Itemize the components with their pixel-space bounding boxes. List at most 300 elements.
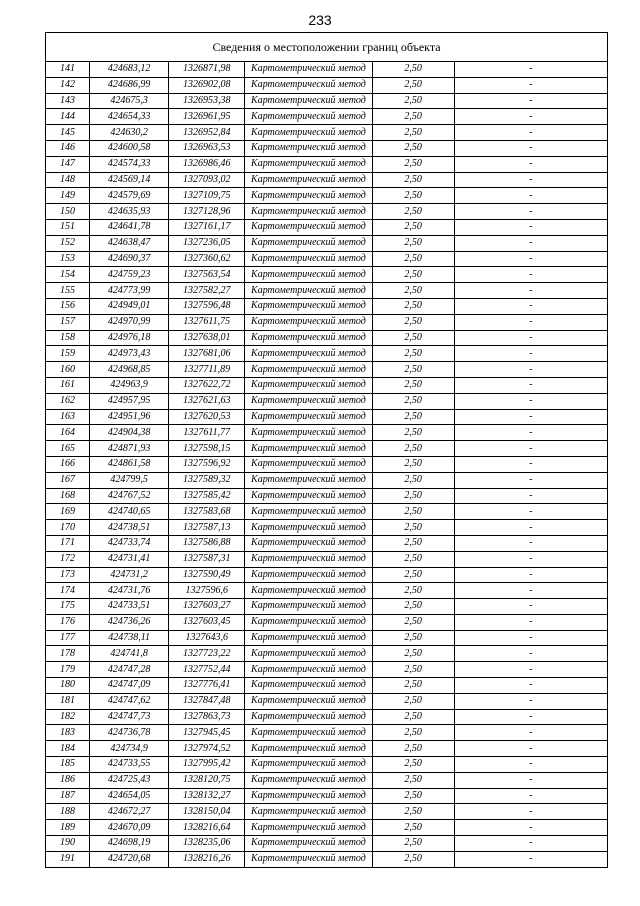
table-row bbox=[46, 662, 608, 678]
y-coordinate-cell: 1327711,89 bbox=[169, 362, 245, 378]
description-cell: - bbox=[454, 441, 607, 457]
accuracy-cell: 2,50 bbox=[372, 678, 454, 694]
accuracy-cell: 2,50 bbox=[372, 330, 454, 346]
point-number-cell: 190 bbox=[46, 836, 90, 852]
point-number-cell: 153 bbox=[46, 251, 90, 267]
table-row bbox=[46, 456, 608, 472]
accuracy-cell: 2,50 bbox=[372, 772, 454, 788]
accuracy-cell: 2,50 bbox=[372, 204, 454, 220]
table-row bbox=[46, 330, 608, 346]
x-coordinate-cell: 424970,99 bbox=[90, 314, 169, 330]
x-coordinate-cell: 424951,96 bbox=[90, 409, 169, 425]
y-coordinate-cell: 1327598,15 bbox=[169, 441, 245, 457]
table-row bbox=[46, 504, 608, 520]
point-number-cell: 191 bbox=[46, 851, 90, 867]
method-cell: Картометрический метод bbox=[245, 520, 372, 536]
x-coordinate-cell: 424731,76 bbox=[90, 583, 169, 599]
table-row bbox=[46, 535, 608, 551]
x-coordinate-cell: 424690,37 bbox=[90, 251, 169, 267]
y-coordinate-cell: 1327563,54 bbox=[169, 267, 245, 283]
description-cell: - bbox=[454, 472, 607, 488]
description-cell: - bbox=[454, 788, 607, 804]
accuracy-cell: 2,50 bbox=[372, 377, 454, 393]
description-cell: - bbox=[454, 156, 607, 172]
point-number-cell: 149 bbox=[46, 188, 90, 204]
x-coordinate-cell: 424973,43 bbox=[90, 346, 169, 362]
method-cell: Картометрический метод bbox=[245, 298, 372, 314]
point-number-cell: 183 bbox=[46, 725, 90, 741]
x-coordinate-cell: 424767,52 bbox=[90, 488, 169, 504]
x-coordinate-cell: 424654,05 bbox=[90, 788, 169, 804]
method-cell: Картометрический метод bbox=[245, 377, 372, 393]
table-row bbox=[46, 836, 608, 852]
x-coordinate-cell: 424736,26 bbox=[90, 614, 169, 630]
method-cell: Картометрический метод bbox=[245, 156, 372, 172]
method-cell: Картометрический метод bbox=[245, 836, 372, 852]
table-row bbox=[46, 709, 608, 725]
method-cell: Картометрический метод bbox=[245, 709, 372, 725]
method-cell: Картометрический метод bbox=[245, 283, 372, 299]
description-cell: - bbox=[454, 267, 607, 283]
accuracy-cell: 2,50 bbox=[372, 456, 454, 472]
accuracy-cell: 2,50 bbox=[372, 393, 454, 409]
method-cell: Картометрический метод bbox=[245, 140, 372, 156]
accuracy-cell: 2,50 bbox=[372, 156, 454, 172]
table-row bbox=[46, 757, 608, 773]
method-cell: Картометрический метод bbox=[245, 567, 372, 583]
method-cell: Картометрический метод bbox=[245, 678, 372, 694]
y-coordinate-cell: 1327587,13 bbox=[169, 520, 245, 536]
method-cell: Картометрический метод bbox=[245, 851, 372, 867]
description-cell: - bbox=[454, 330, 607, 346]
accuracy-cell: 2,50 bbox=[372, 693, 454, 709]
x-coordinate-cell: 424963,9 bbox=[90, 377, 169, 393]
x-coordinate-cell: 424957,95 bbox=[90, 393, 169, 409]
x-coordinate-cell: 424654,33 bbox=[90, 109, 169, 125]
point-number-cell: 178 bbox=[46, 646, 90, 662]
description-cell: - bbox=[454, 504, 607, 520]
description-cell: - bbox=[454, 140, 607, 156]
description-cell: - bbox=[454, 125, 607, 141]
accuracy-cell: 2,50 bbox=[372, 520, 454, 536]
table-row bbox=[46, 93, 608, 109]
accuracy-cell: 2,50 bbox=[372, 725, 454, 741]
x-coordinate-cell: 424759,23 bbox=[90, 267, 169, 283]
description-cell: - bbox=[454, 409, 607, 425]
description-cell: - bbox=[454, 725, 607, 741]
y-coordinate-cell: 1327622,72 bbox=[169, 377, 245, 393]
description-cell: - bbox=[454, 709, 607, 725]
description-cell: - bbox=[454, 62, 607, 78]
y-coordinate-cell: 1328150,04 bbox=[169, 804, 245, 820]
accuracy-cell: 2,50 bbox=[372, 362, 454, 378]
y-coordinate-cell: 1326986,46 bbox=[169, 156, 245, 172]
description-cell: - bbox=[454, 456, 607, 472]
point-number-cell: 152 bbox=[46, 235, 90, 251]
accuracy-cell: 2,50 bbox=[372, 188, 454, 204]
table-row bbox=[46, 314, 608, 330]
accuracy-cell: 2,50 bbox=[372, 172, 454, 188]
accuracy-cell: 2,50 bbox=[372, 804, 454, 820]
y-coordinate-cell: 1327723,22 bbox=[169, 646, 245, 662]
point-number-cell: 148 bbox=[46, 172, 90, 188]
accuracy-cell: 2,50 bbox=[372, 788, 454, 804]
description-cell: - bbox=[454, 346, 607, 362]
table-body bbox=[46, 33, 608, 868]
accuracy-cell: 2,50 bbox=[372, 441, 454, 457]
boundary-table bbox=[45, 32, 608, 868]
accuracy-cell: 2,50 bbox=[372, 62, 454, 78]
table-row bbox=[46, 125, 608, 141]
table-row bbox=[46, 630, 608, 646]
x-coordinate-cell: 424569,14 bbox=[90, 172, 169, 188]
y-coordinate-cell: 1327596,6 bbox=[169, 583, 245, 599]
description-cell: - bbox=[454, 851, 607, 867]
method-cell: Картометрический метод bbox=[245, 725, 372, 741]
method-cell: Картометрический метод bbox=[245, 551, 372, 567]
y-coordinate-cell: 1327945,45 bbox=[169, 725, 245, 741]
accuracy-cell: 2,50 bbox=[372, 836, 454, 852]
method-cell: Картометрический метод bbox=[245, 757, 372, 773]
method-cell: Картометрический метод bbox=[245, 630, 372, 646]
point-number-cell: 177 bbox=[46, 630, 90, 646]
description-cell: - bbox=[454, 583, 607, 599]
y-coordinate-cell: 1327128,96 bbox=[169, 204, 245, 220]
description-cell: - bbox=[454, 551, 607, 567]
x-coordinate-cell: 424630,2 bbox=[90, 125, 169, 141]
x-coordinate-cell: 424733,55 bbox=[90, 757, 169, 773]
method-cell: Картометрический метод bbox=[245, 741, 372, 757]
table-row bbox=[46, 583, 608, 599]
table-row bbox=[46, 188, 608, 204]
description-cell: - bbox=[454, 678, 607, 694]
point-number-cell: 173 bbox=[46, 567, 90, 583]
y-coordinate-cell: 1327360,62 bbox=[169, 251, 245, 267]
accuracy-cell: 2,50 bbox=[372, 425, 454, 441]
description-cell: - bbox=[454, 488, 607, 504]
table-row bbox=[46, 788, 608, 804]
point-number-cell: 157 bbox=[46, 314, 90, 330]
method-cell: Картометрический метод bbox=[245, 535, 372, 551]
x-coordinate-cell: 424949,01 bbox=[90, 298, 169, 314]
point-number-cell: 165 bbox=[46, 441, 90, 457]
point-number-cell: 186 bbox=[46, 772, 90, 788]
point-number-cell: 146 bbox=[46, 140, 90, 156]
table-row bbox=[46, 741, 608, 757]
method-cell: Картометрический метод bbox=[245, 646, 372, 662]
x-coordinate-cell: 424733,74 bbox=[90, 535, 169, 551]
point-number-cell: 163 bbox=[46, 409, 90, 425]
accuracy-cell: 2,50 bbox=[372, 219, 454, 235]
accuracy-cell: 2,50 bbox=[372, 820, 454, 836]
method-cell: Картометрический метод bbox=[245, 409, 372, 425]
table-row bbox=[46, 441, 608, 457]
point-number-cell: 142 bbox=[46, 77, 90, 93]
y-coordinate-cell: 1328216,64 bbox=[169, 820, 245, 836]
method-cell: Картометрический метод bbox=[245, 504, 372, 520]
x-coordinate-cell: 424773,99 bbox=[90, 283, 169, 299]
x-coordinate-cell: 424733,51 bbox=[90, 599, 169, 615]
method-cell: Картометрический метод bbox=[245, 219, 372, 235]
description-cell: - bbox=[454, 251, 607, 267]
method-cell: Картометрический метод bbox=[245, 599, 372, 615]
method-cell: Картометрический метод bbox=[245, 330, 372, 346]
page-number: 233 bbox=[308, 12, 332, 28]
x-coordinate-cell: 424747,28 bbox=[90, 662, 169, 678]
table-row bbox=[46, 614, 608, 630]
point-number-cell: 145 bbox=[46, 125, 90, 141]
x-coordinate-cell: 424731,2 bbox=[90, 567, 169, 583]
point-number-cell: 150 bbox=[46, 204, 90, 220]
accuracy-cell: 2,50 bbox=[372, 741, 454, 757]
y-coordinate-cell: 1327681,06 bbox=[169, 346, 245, 362]
accuracy-cell: 2,50 bbox=[372, 646, 454, 662]
y-coordinate-cell: 1326952,84 bbox=[169, 125, 245, 141]
point-number-cell: 155 bbox=[46, 283, 90, 299]
accuracy-cell: 2,50 bbox=[372, 140, 454, 156]
point-number-cell: 161 bbox=[46, 377, 90, 393]
point-number-cell: 172 bbox=[46, 551, 90, 567]
x-coordinate-cell: 424672,27 bbox=[90, 804, 169, 820]
x-coordinate-cell: 424799,5 bbox=[90, 472, 169, 488]
table-row bbox=[46, 377, 608, 393]
description-cell: - bbox=[454, 93, 607, 109]
point-number-cell: 189 bbox=[46, 820, 90, 836]
x-coordinate-cell: 424720,68 bbox=[90, 851, 169, 867]
description-cell: - bbox=[454, 836, 607, 852]
method-cell: Картометрический метод bbox=[245, 441, 372, 457]
table-row bbox=[46, 140, 608, 156]
y-coordinate-cell: 1326953,38 bbox=[169, 93, 245, 109]
table-row bbox=[46, 567, 608, 583]
table-row bbox=[46, 520, 608, 536]
table-row bbox=[46, 393, 608, 409]
y-coordinate-cell: 1327611,77 bbox=[169, 425, 245, 441]
description-cell: - bbox=[454, 741, 607, 757]
y-coordinate-cell: 1327596,92 bbox=[169, 456, 245, 472]
point-number-cell: 180 bbox=[46, 678, 90, 694]
accuracy-cell: 2,50 bbox=[372, 851, 454, 867]
table-row bbox=[46, 851, 608, 867]
accuracy-cell: 2,50 bbox=[372, 567, 454, 583]
accuracy-cell: 2,50 bbox=[372, 93, 454, 109]
x-coordinate-cell: 424738,11 bbox=[90, 630, 169, 646]
table-row bbox=[46, 725, 608, 741]
description-cell: - bbox=[454, 425, 607, 441]
x-coordinate-cell: 424731,41 bbox=[90, 551, 169, 567]
point-number-cell: 160 bbox=[46, 362, 90, 378]
description-cell: - bbox=[454, 172, 607, 188]
y-coordinate-cell: 1327603,27 bbox=[169, 599, 245, 615]
point-number-cell: 187 bbox=[46, 788, 90, 804]
description-cell: - bbox=[454, 757, 607, 773]
y-coordinate-cell: 1327620,53 bbox=[169, 409, 245, 425]
description-cell: - bbox=[454, 772, 607, 788]
x-coordinate-cell: 424686,99 bbox=[90, 77, 169, 93]
y-coordinate-cell: 1327590,49 bbox=[169, 567, 245, 583]
y-coordinate-cell: 1327847,48 bbox=[169, 693, 245, 709]
description-cell: - bbox=[454, 646, 607, 662]
method-cell: Картометрический метод bbox=[245, 425, 372, 441]
method-cell: Картометрический метод bbox=[245, 393, 372, 409]
method-cell: Картометрический метод bbox=[245, 820, 372, 836]
y-coordinate-cell: 1327995,42 bbox=[169, 757, 245, 773]
accuracy-cell: 2,50 bbox=[372, 488, 454, 504]
accuracy-cell: 2,50 bbox=[372, 251, 454, 267]
description-cell: - bbox=[454, 283, 607, 299]
accuracy-cell: 2,50 bbox=[372, 346, 454, 362]
description-cell: - bbox=[454, 567, 607, 583]
y-coordinate-cell: 1327974,52 bbox=[169, 741, 245, 757]
description-cell: - bbox=[454, 77, 607, 93]
accuracy-cell: 2,50 bbox=[372, 535, 454, 551]
x-coordinate-cell: 424747,09 bbox=[90, 678, 169, 694]
y-coordinate-cell: 1327589,32 bbox=[169, 472, 245, 488]
y-coordinate-cell: 1327752,44 bbox=[169, 662, 245, 678]
accuracy-cell: 2,50 bbox=[372, 283, 454, 299]
point-number-cell: 143 bbox=[46, 93, 90, 109]
accuracy-cell: 2,50 bbox=[372, 109, 454, 125]
point-number-cell: 181 bbox=[46, 693, 90, 709]
y-coordinate-cell: 1327093,02 bbox=[169, 172, 245, 188]
y-coordinate-cell: 1328120,75 bbox=[169, 772, 245, 788]
table-row bbox=[46, 298, 608, 314]
y-coordinate-cell: 1327161,17 bbox=[169, 219, 245, 235]
description-cell: - bbox=[454, 535, 607, 551]
point-number-cell: 185 bbox=[46, 757, 90, 773]
point-number-cell: 167 bbox=[46, 472, 90, 488]
method-cell: Картометрический метод bbox=[245, 77, 372, 93]
accuracy-cell: 2,50 bbox=[372, 662, 454, 678]
method-cell: Картометрический метод bbox=[245, 251, 372, 267]
y-coordinate-cell: 1327863,73 bbox=[169, 709, 245, 725]
description-cell: - bbox=[454, 109, 607, 125]
point-number-cell: 164 bbox=[46, 425, 90, 441]
table-row bbox=[46, 235, 608, 251]
accuracy-cell: 2,50 bbox=[372, 267, 454, 283]
description-cell: - bbox=[454, 630, 607, 646]
method-cell: Картометрический метод bbox=[245, 267, 372, 283]
table-row bbox=[46, 599, 608, 615]
point-number-cell: 154 bbox=[46, 267, 90, 283]
x-coordinate-cell: 424579,69 bbox=[90, 188, 169, 204]
y-coordinate-cell: 1327596,48 bbox=[169, 298, 245, 314]
y-coordinate-cell: 1327586,88 bbox=[169, 535, 245, 551]
point-number-cell: 176 bbox=[46, 614, 90, 630]
method-cell: Картометрический метод bbox=[245, 204, 372, 220]
y-coordinate-cell: 1327611,75 bbox=[169, 314, 245, 330]
table-row bbox=[46, 409, 608, 425]
table-row bbox=[46, 219, 608, 235]
x-coordinate-cell: 424675,3 bbox=[90, 93, 169, 109]
x-coordinate-cell: 424736,78 bbox=[90, 725, 169, 741]
description-cell: - bbox=[454, 614, 607, 630]
description-cell: - bbox=[454, 362, 607, 378]
method-cell: Картометрический метод bbox=[245, 472, 372, 488]
y-coordinate-cell: 1327638,01 bbox=[169, 330, 245, 346]
accuracy-cell: 2,50 bbox=[372, 504, 454, 520]
method-cell: Картометрический метод bbox=[245, 62, 372, 78]
accuracy-cell: 2,50 bbox=[372, 709, 454, 725]
table-row bbox=[46, 693, 608, 709]
description-cell: - bbox=[454, 393, 607, 409]
method-cell: Картометрический метод bbox=[245, 456, 372, 472]
description-cell: - bbox=[454, 298, 607, 314]
accuracy-cell: 2,50 bbox=[372, 77, 454, 93]
y-coordinate-cell: 1327776,41 bbox=[169, 678, 245, 694]
point-number-cell: 182 bbox=[46, 709, 90, 725]
y-coordinate-cell: 1327643,6 bbox=[169, 630, 245, 646]
table-row bbox=[46, 172, 608, 188]
x-coordinate-cell: 424635,93 bbox=[90, 204, 169, 220]
x-coordinate-cell: 424968,85 bbox=[90, 362, 169, 378]
point-number-cell: 141 bbox=[46, 62, 90, 78]
point-number-cell: 144 bbox=[46, 109, 90, 125]
table-row bbox=[46, 551, 608, 567]
y-coordinate-cell: 1327583,68 bbox=[169, 504, 245, 520]
point-number-cell: 188 bbox=[46, 804, 90, 820]
point-number-cell: 169 bbox=[46, 504, 90, 520]
table-row bbox=[46, 804, 608, 820]
x-coordinate-cell: 424725,43 bbox=[90, 772, 169, 788]
method-cell: Картометрический метод bbox=[245, 788, 372, 804]
method-cell: Картометрический метод bbox=[245, 93, 372, 109]
point-number-cell: 166 bbox=[46, 456, 90, 472]
method-cell: Картометрический метод bbox=[245, 346, 372, 362]
table-row bbox=[46, 772, 608, 788]
y-coordinate-cell: 1327109,75 bbox=[169, 188, 245, 204]
method-cell: Картометрический метод bbox=[245, 488, 372, 504]
method-cell: Картометрический метод bbox=[245, 235, 372, 251]
table-row bbox=[46, 472, 608, 488]
accuracy-cell: 2,50 bbox=[372, 314, 454, 330]
y-coordinate-cell: 1326963,53 bbox=[169, 140, 245, 156]
point-number-cell: 174 bbox=[46, 583, 90, 599]
description-cell: - bbox=[454, 804, 607, 820]
description-cell: - bbox=[454, 219, 607, 235]
accuracy-cell: 2,50 bbox=[372, 599, 454, 615]
point-number-cell: 162 bbox=[46, 393, 90, 409]
description-cell: - bbox=[454, 314, 607, 330]
method-cell: Картометрический метод bbox=[245, 172, 372, 188]
accuracy-cell: 2,50 bbox=[372, 583, 454, 599]
accuracy-cell: 2,50 bbox=[372, 757, 454, 773]
point-number-cell: 158 bbox=[46, 330, 90, 346]
table-row bbox=[46, 109, 608, 125]
x-coordinate-cell: 424734,9 bbox=[90, 741, 169, 757]
x-coordinate-cell: 424698,19 bbox=[90, 836, 169, 852]
method-cell: Картометрический метод bbox=[245, 362, 372, 378]
x-coordinate-cell: 424670,09 bbox=[90, 820, 169, 836]
table-row bbox=[46, 362, 608, 378]
y-coordinate-cell: 1328216,26 bbox=[169, 851, 245, 867]
x-coordinate-cell: 424683,12 bbox=[90, 62, 169, 78]
description-cell: - bbox=[454, 599, 607, 615]
y-coordinate-cell: 1327585,42 bbox=[169, 488, 245, 504]
accuracy-cell: 2,50 bbox=[372, 125, 454, 141]
table-row bbox=[46, 820, 608, 836]
method-cell: Картометрический метод bbox=[245, 772, 372, 788]
method-cell: Картометрический метод bbox=[245, 693, 372, 709]
description-cell: - bbox=[454, 377, 607, 393]
method-cell: Картометрический метод bbox=[245, 614, 372, 630]
point-number-cell: 171 bbox=[46, 535, 90, 551]
y-coordinate-cell: 1327603,45 bbox=[169, 614, 245, 630]
point-number-cell: 184 bbox=[46, 741, 90, 757]
description-cell: - bbox=[454, 235, 607, 251]
method-cell: Картометрический метод bbox=[245, 314, 372, 330]
x-coordinate-cell: 424861,58 bbox=[90, 456, 169, 472]
